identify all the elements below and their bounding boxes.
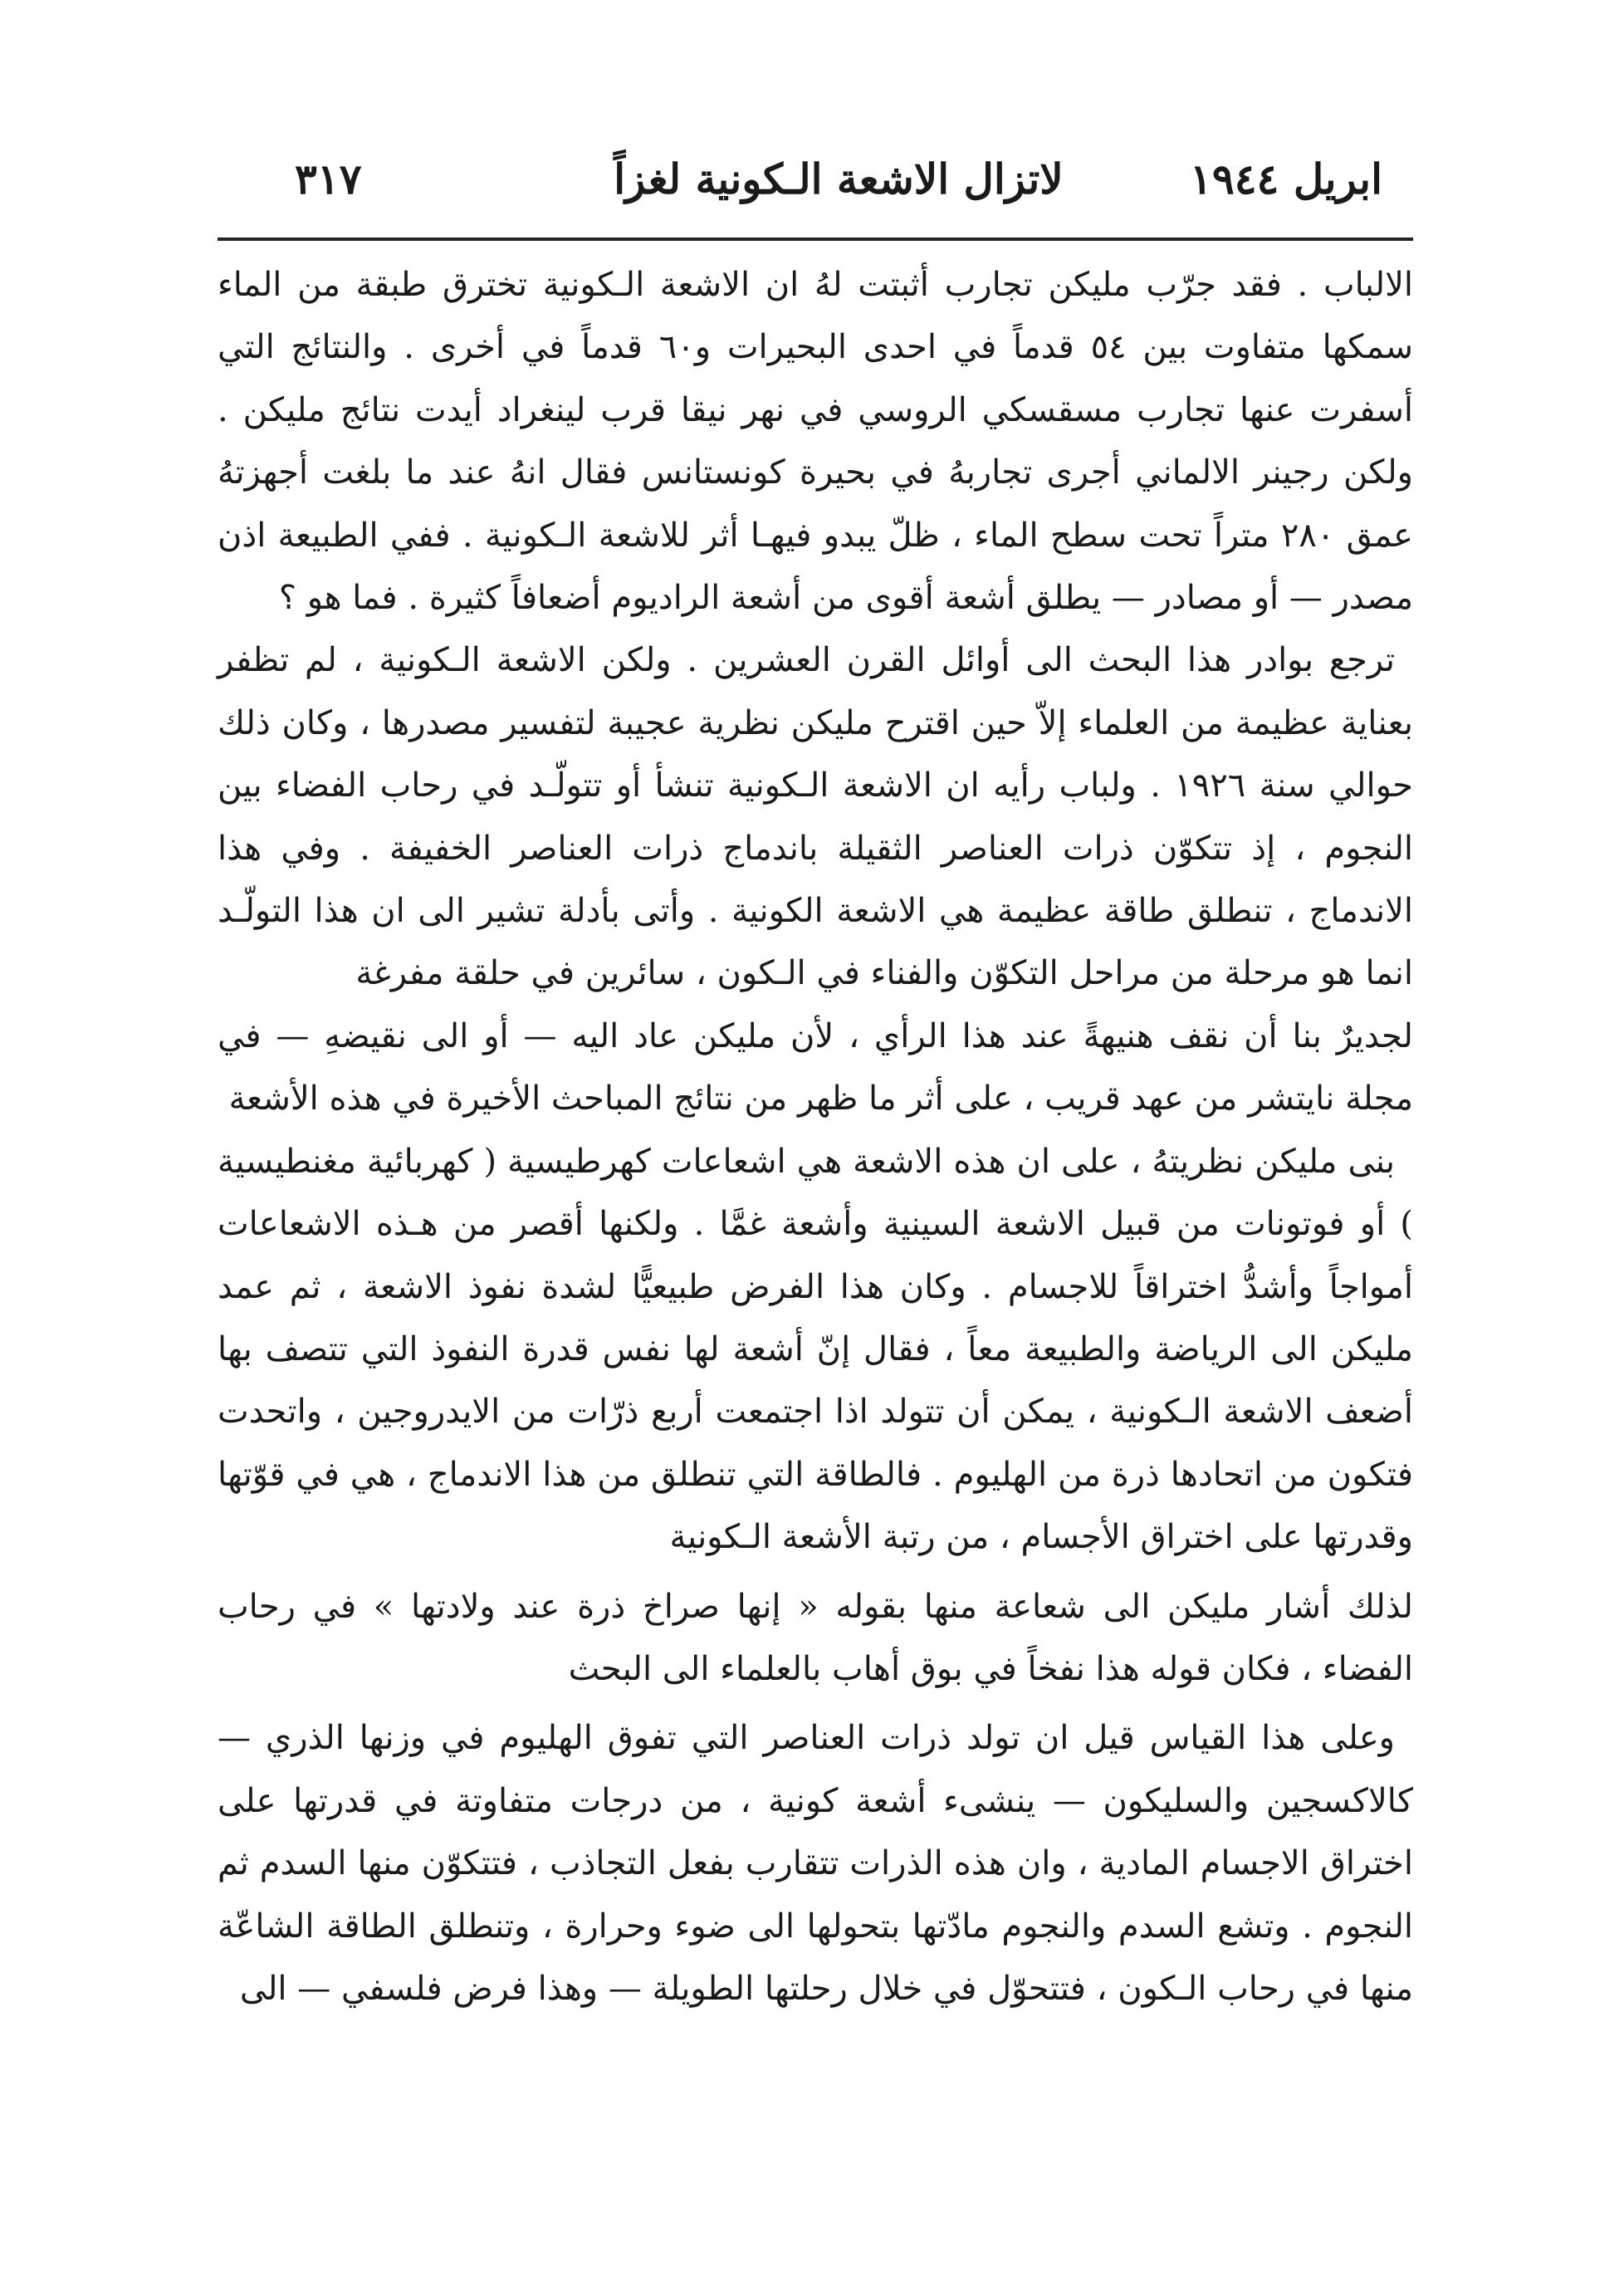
paragraph: لجديرٌ بنا أن نقف هنيهةً عند هذا الرأي ، لأن مليكن عاد اليه — أو الى نقيضهِ — في مجلة نايتشر من عهد قريب ، على أثر ما ظهر من نتائج المباحث الأخيرة في هذه الأشعة [218, 1016, 1413, 1119]
paragraph: ترجع بوادر هذا البحث الى أوائل القرن العشرين . ولكن الاشعة الـكونية ، لم تظفر بعناية عظيمة من العلماء إلاّ حين اقترح مليكن نظرية عجيبة لتفسير مصدرها ، وكان ذلك حوالي سنة ١٩٢٦ . ولباب رأيه ان الاشعة الـكونية تنشأ أو تتولّـد في رحاب الفضاء بين النجوم ، إذ تتكوّن ذرات العناصر الثقيلة باندماج ذرات العناصر الخفيفة . وفي هذا الاندماج ، تنطلق طاقة عظيمة هي الاشعة الكونية . وأتى بأدلة تشير الى ان هذا التولّـد انما هو مرحلة من مراحل التكوّن والفناء في الـكون ، سائرين في حلقة مفرغة [218, 641, 1413, 993]
page-number: ٣١٧ [295, 154, 362, 203]
paragraph: بنى مليكن نظريتهُ ، على ان هذه الاشعة هي اشعاعات كهرطيسية ( كهربائية مغنطيسية ) أو فوتونات من قبيل الاشعة السينية وأشعة غمَّا . ولكنها أقصر من هـذه الاشعاعات أمواجاً وأشدُّ اختراقاً للاجسام . وكان هذا الفرض طبيعيًّا لشدة نفوذ الاشعة ، ثم عمد مليكن الى الرياضة والطبيعة معاً ، فقال إنّ أشعة لها نفس قدرة النفوذ التي تتصف بها أضعف الاشعة الـكونية ، يمكن أن تتولد اذا اجتمعت أربع ذرّات من الايدروجين ، واتحدت فتكون من اتحادها ذرة من الهليوم . فالطاقة التي تنطلق من هذا الاندماج ، هي في قوّتها وقدرتها على اختراق الأجسام ، من رتبة الأشعة الـكونية [218, 1142, 1413, 1557]
paragraph: الالباب . فقد جرّب مليكن تجارب أثبتت لهُ ان الاشعة الـكونية تخترق طبقة من الماء سمكها متفاوت بين ٥٤ قدماً في احدى البحيرات و٦٠ قدماً في أخرى . والنتائج التي أسفرت عنها تجارب مسقسكي الروسي في نهر نيقا قرب لينغراد أيدت نتائج مليكن . ولكن رجينر الالماني أجرى تجاربهُ في بحيرة كونستانس فقال انهُ عند ما بلغت أجهزتهُ عمق ٢٨٠ متراً تحت سطح الماء ، ظلّ يبدو فيهـا أثر للاشعة الـكونية . ففي الطبيعة اذن مصدر — أو مصادر — يطلق أشعة أقوى من أشعة الراديوم أضعافاً كثيرة . فما هو ؟ [218, 266, 1413, 618]
issue-date: ابريل ١٩٤٤ [1189, 154, 1382, 203]
paragraph: لذلك أشار مليكن الى شعاعة منها بقوله « إنها صراخ ذرة عند ولادتها » في رحاب الفضاء ، فكان قوله هذا نفخاً في بوق أهاب بالعلماء الى البحث [218, 1587, 1413, 1688]
article-body [218, 254, 1413, 2020]
running-title: لاتزال الاشعة الـكونية لغزاً [614, 154, 1064, 203]
paragraph: وعلى هذا القياس قيل ان تولد ذرات العناصر التي تفوق الهليوم في وزنها الذري — كالاكسجين والسليكون — ينشىء أشعة كونية ، من درجات متفاوتة في قدرتها على اختراق الاجسام المادية ، وان هذه الذرات تتقارب بفعل التجاذب ، فتتكوّن منها السدم ثم النجوم . وتشع السدم والنجوم مادّتها بتحولها الى ضوء وحرارة ، وتنطلق الطاقة الشاعّة منها في رحاب الـكون ، فتتحوّل في خلال رحلتها الطويلة — وهذا فرض فلسفي — الى [218, 1719, 1413, 2008]
header-divider [218, 237, 1413, 241]
running-header [278, 143, 1399, 218]
